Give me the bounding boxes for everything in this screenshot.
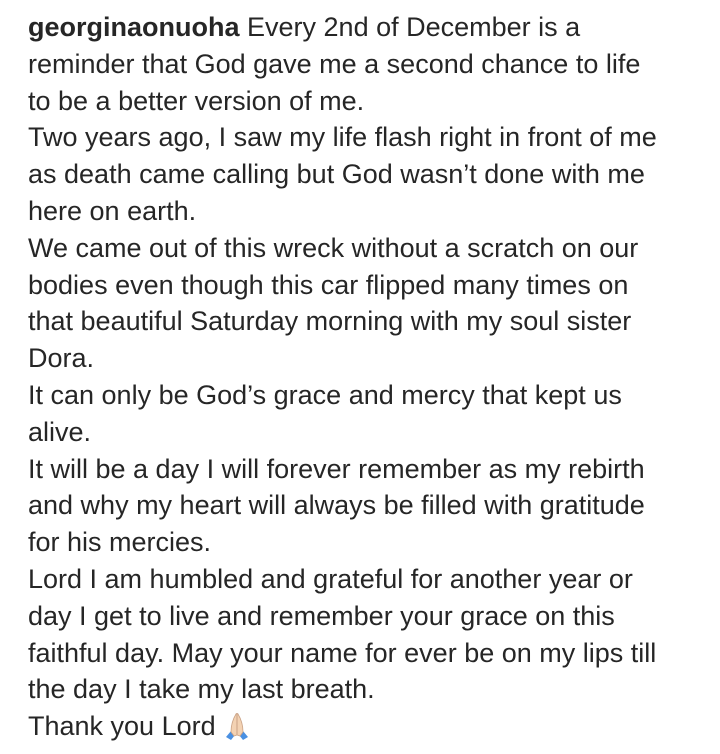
caption-line-7: We came out of this wreck without a scratch on our [28, 232, 639, 263]
caption-line-10: Dora. [28, 343, 95, 374]
caption-line-5: as death came calling but God wasn’t done with me [28, 159, 645, 190]
username-link[interactable]: georginaonuoha [28, 12, 240, 42]
caption-line-12: alive. [28, 416, 92, 447]
caption-line-2: reminder that God gave me a second chance to life [28, 48, 641, 79]
caption-line-17: day I get to live and remember your grace on this [28, 600, 615, 631]
caption-line-9: that beautiful Saturday morning with my soul sister [28, 306, 632, 337]
caption-line-11: It can only be God’s grace and mercy that kept us [28, 379, 622, 410]
caption-line-1 [28, 9, 710, 46]
caption-line-20 [28, 708, 710, 745]
caption-line-3: to be a better version of me. [28, 85, 365, 116]
caption-line-13: It will be a day I will forever remember as my rebirth [28, 453, 645, 484]
caption-line-19: the day I take my last breath. [28, 674, 375, 705]
caption-line-15: for his mercies. [28, 527, 212, 558]
caption-line-16: Lord I am humbled and grateful for another year or [28, 563, 633, 594]
caption-text-20: Thank you Lord [28, 711, 216, 742]
caption-line-4: Two years ago, I saw my life flash right in front of me [28, 122, 657, 153]
caption-line-14: and why my heart will always be filled with gratitude [28, 490, 645, 521]
folded-hands-icon [222, 711, 252, 741]
caption-line-18: faithful day. May your name for ever be on my lips till [28, 637, 657, 668]
caption-text-1: Every 2nd of December is a [247, 12, 581, 42]
caption-line-6: here on earth. [28, 195, 197, 226]
caption-line-8: bodies even though this car flipped many times on [28, 269, 629, 300]
